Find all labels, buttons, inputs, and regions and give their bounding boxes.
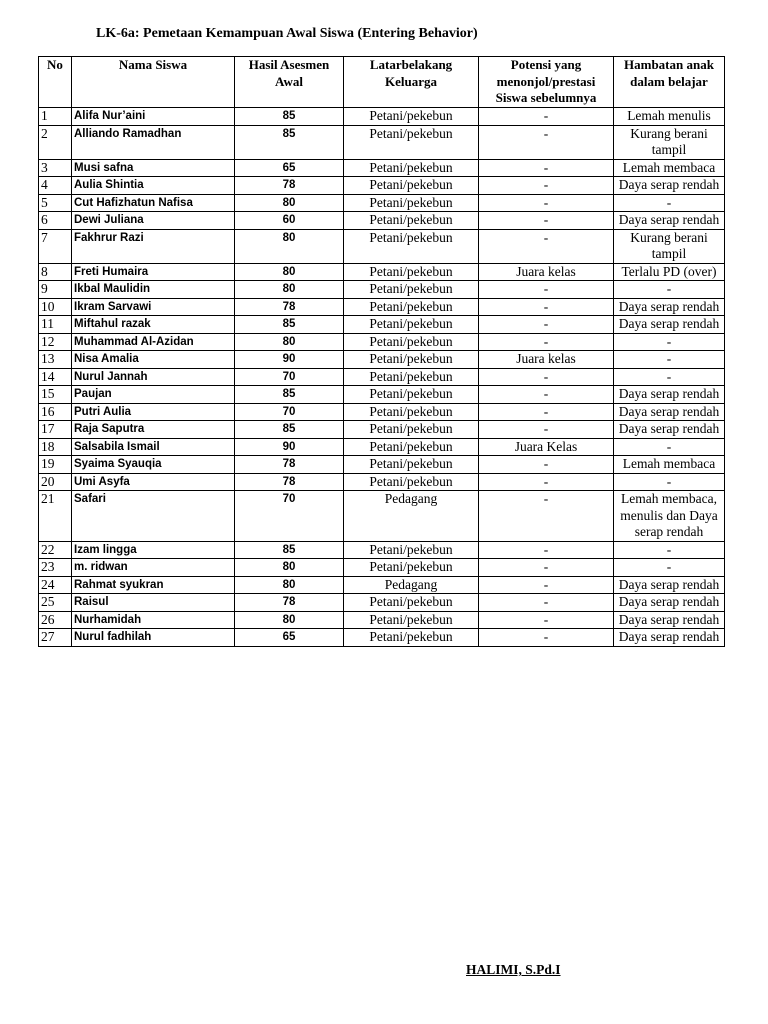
table-row: [39, 421, 725, 439]
cell-nama-siswa: Raja Saputra: [72, 421, 235, 439]
cell-latar-belakang: Petani/pekebun: [344, 438, 479, 456]
table-row: [39, 125, 725, 159]
cell-no: 5: [39, 194, 72, 212]
cell-no: 18: [39, 438, 72, 456]
cell-latar-belakang: Petani/pekebun: [344, 594, 479, 612]
cell-nama-siswa: Rahmat syukran: [72, 576, 235, 594]
cell-latar-belakang: Petani/pekebun: [344, 281, 479, 299]
cell-latar-belakang: Petani/pekebun: [344, 263, 479, 281]
cell-latar-belakang: Petani/pekebun: [344, 333, 479, 351]
cell-hambatan: Daya serap rendah: [614, 576, 725, 594]
cell-latar-belakang: Petani/pekebun: [344, 194, 479, 212]
header-latar-belakang: Latarbelakang Keluarga: [344, 57, 479, 108]
cell-nama-siswa: Nisa Amalia: [72, 351, 235, 369]
table-row: [39, 108, 725, 126]
cell-hambatan: Lemah membaca, menulis dan Daya serap rendah: [614, 491, 725, 542]
cell-no: 1: [39, 108, 72, 126]
cell-no: 24: [39, 576, 72, 594]
cell-potensi: -: [479, 576, 614, 594]
cell-potensi: -: [479, 125, 614, 159]
cell-potensi: Juara Kelas: [479, 438, 614, 456]
cell-nama-siswa: m. ridwan: [72, 559, 235, 577]
cell-hasil-asesmen: 80: [235, 576, 344, 594]
cell-potensi: -: [479, 559, 614, 577]
cell-potensi: -: [479, 473, 614, 491]
cell-nama-siswa: Cut Hafizhatun Nafisa: [72, 194, 235, 212]
cell-nama-siswa: Putri Aulia: [72, 403, 235, 421]
cell-latar-belakang: Petani/pekebun: [344, 368, 479, 386]
header-hasil-asesmen: Hasil Asesmen Awal: [235, 57, 344, 108]
cell-no: 9: [39, 281, 72, 299]
table-row: [39, 281, 725, 299]
header-potensi: Potensi yang menonjol/prestasi Siswa sebelumnya: [479, 57, 614, 108]
cell-hasil-asesmen: 65: [235, 159, 344, 177]
cell-hambatan: Daya serap rendah: [614, 316, 725, 334]
cell-hambatan: Lemah membaca: [614, 456, 725, 474]
cell-hambatan: Daya serap rendah: [614, 212, 725, 230]
table-row: [39, 368, 725, 386]
cell-latar-belakang: Petani/pekebun: [344, 473, 479, 491]
table-row: [39, 159, 725, 177]
cell-nama-siswa: Freti Humaira: [72, 263, 235, 281]
table-row: [39, 298, 725, 316]
cell-nama-siswa: Miftahul razak: [72, 316, 235, 334]
cell-nama-siswa: Paujan: [72, 386, 235, 404]
cell-hambatan: -: [614, 541, 725, 559]
cell-nama-siswa: Salsabila Ismail: [72, 438, 235, 456]
table-row: [39, 316, 725, 334]
cell-latar-belakang: Petani/pekebun: [344, 177, 479, 195]
cell-potensi: -: [479, 159, 614, 177]
cell-nama-siswa: Ikbal Maulidin: [72, 281, 235, 299]
cell-nama-siswa: Ikram Sarvawi: [72, 298, 235, 316]
cell-hambatan: Daya serap rendah: [614, 611, 725, 629]
cell-no: 12: [39, 333, 72, 351]
cell-potensi: -: [479, 333, 614, 351]
cell-potensi: Juara kelas: [479, 351, 614, 369]
cell-no: 23: [39, 559, 72, 577]
cell-nama-siswa: Musi safna: [72, 159, 235, 177]
cell-hasil-asesmen: 85: [235, 421, 344, 439]
cell-no: 2: [39, 125, 72, 159]
cell-hambatan: -: [614, 473, 725, 491]
header-nama-siswa: Nama Siswa: [72, 57, 235, 108]
cell-hasil-asesmen: 65: [235, 629, 344, 647]
cell-latar-belakang: Petani/pekebun: [344, 403, 479, 421]
cell-hasil-asesmen: 80: [235, 281, 344, 299]
table-row: [39, 386, 725, 404]
cell-potensi: Juara kelas: [479, 263, 614, 281]
cell-nama-siswa: Dewi Juliana: [72, 212, 235, 230]
cell-potensi: -: [479, 594, 614, 612]
cell-no: 11: [39, 316, 72, 334]
cell-no: 13: [39, 351, 72, 369]
cell-hasil-asesmen: 78: [235, 456, 344, 474]
cell-no: 27: [39, 629, 72, 647]
cell-latar-belakang: Petani/pekebun: [344, 629, 479, 647]
cell-hasil-asesmen: 80: [235, 611, 344, 629]
cell-latar-belakang: Petani/pekebun: [344, 351, 479, 369]
table-row: [39, 212, 725, 230]
cell-potensi: -: [479, 611, 614, 629]
cell-hasil-asesmen: 78: [235, 177, 344, 195]
cell-nama-siswa: Aulia Shintia: [72, 177, 235, 195]
signature-name: HALIMI, S.Pd.I: [466, 962, 561, 977]
cell-latar-belakang: Petani/pekebun: [344, 456, 479, 474]
cell-no: 26: [39, 611, 72, 629]
cell-latar-belakang: Petani/pekebun: [344, 421, 479, 439]
cell-hasil-asesmen: 85: [235, 541, 344, 559]
cell-nama-siswa: Raisul: [72, 594, 235, 612]
table-row: [39, 473, 725, 491]
header-no: No: [39, 57, 72, 108]
cell-nama-siswa: Nurul Jannah: [72, 368, 235, 386]
cell-hambatan: Daya serap rendah: [614, 594, 725, 612]
cell-hasil-asesmen: 90: [235, 438, 344, 456]
cell-nama-siswa: Alliando Ramadhan: [72, 125, 235, 159]
table-row: [39, 403, 725, 421]
cell-no: 10: [39, 298, 72, 316]
cell-no: 20: [39, 473, 72, 491]
cell-latar-belakang: Petani/pekebun: [344, 611, 479, 629]
cell-hambatan: -: [614, 333, 725, 351]
cell-hasil-asesmen: 85: [235, 316, 344, 334]
cell-no: 14: [39, 368, 72, 386]
cell-potensi: -: [479, 316, 614, 334]
table-row: [39, 594, 725, 612]
cell-hasil-asesmen: 85: [235, 125, 344, 159]
table-row: [39, 541, 725, 559]
cell-no: 3: [39, 159, 72, 177]
cell-hasil-asesmen: 85: [235, 386, 344, 404]
table-row: [39, 229, 725, 263]
table-row: [39, 491, 725, 542]
table-row: [39, 559, 725, 577]
student-mapping-table: [38, 56, 725, 647]
cell-hasil-asesmen: 80: [235, 229, 344, 263]
cell-potensi: -: [479, 229, 614, 263]
cell-nama-siswa: Muhammad Al-Azidan: [72, 333, 235, 351]
table-row: [39, 351, 725, 369]
table-row: [39, 576, 725, 594]
cell-hambatan: Daya serap rendah: [614, 177, 725, 195]
cell-potensi: -: [479, 541, 614, 559]
cell-no: 7: [39, 229, 72, 263]
cell-hambatan: Daya serap rendah: [614, 403, 725, 421]
cell-hambatan: -: [614, 194, 725, 212]
cell-latar-belakang: Pedagang: [344, 576, 479, 594]
cell-hasil-asesmen: 80: [235, 263, 344, 281]
cell-no: 15: [39, 386, 72, 404]
table-row: [39, 611, 725, 629]
cell-latar-belakang: Petani/pekebun: [344, 229, 479, 263]
cell-nama-siswa: Umi Asyfa: [72, 473, 235, 491]
cell-hambatan: Kurang berani tampil: [614, 229, 725, 263]
cell-hambatan: -: [614, 281, 725, 299]
cell-latar-belakang: Petani/pekebun: [344, 159, 479, 177]
page-title: LK-6a: Pemetaan Kemampuan Awal Siswa (Entering Behavior): [96, 26, 478, 41]
cell-potensi: -: [479, 108, 614, 126]
cell-hambatan: -: [614, 438, 725, 456]
cell-hambatan: Terlalu PD (over): [614, 263, 725, 281]
cell-latar-belakang: Petani/pekebun: [344, 212, 479, 230]
cell-hasil-asesmen: 70: [235, 491, 344, 542]
cell-latar-belakang: Petani/pekebun: [344, 316, 479, 334]
table-row: [39, 333, 725, 351]
cell-potensi: -: [479, 212, 614, 230]
cell-nama-siswa: Syaima Syauqia: [72, 456, 235, 474]
cell-hasil-asesmen: 90: [235, 351, 344, 369]
cell-hasil-asesmen: 60: [235, 212, 344, 230]
cell-no: 19: [39, 456, 72, 474]
cell-hambatan: Daya serap rendah: [614, 298, 725, 316]
cell-potensi: -: [479, 368, 614, 386]
cell-nama-siswa: Safari: [72, 491, 235, 542]
cell-no: 8: [39, 263, 72, 281]
cell-potensi: -: [479, 421, 614, 439]
cell-potensi: -: [479, 298, 614, 316]
table-row: [39, 177, 725, 195]
table-body: [39, 108, 725, 647]
cell-hambatan: -: [614, 368, 725, 386]
cell-no: 6: [39, 212, 72, 230]
cell-latar-belakang: Pedagang: [344, 491, 479, 542]
cell-no: 16: [39, 403, 72, 421]
cell-hambatan: Daya serap rendah: [614, 629, 725, 647]
cell-potensi: -: [479, 281, 614, 299]
table-row: [39, 456, 725, 474]
cell-no: 25: [39, 594, 72, 612]
table-row: [39, 263, 725, 281]
cell-latar-belakang: Petani/pekebun: [344, 298, 479, 316]
cell-hasil-asesmen: 78: [235, 594, 344, 612]
header-hambatan: Hambatan anak dalam belajar: [614, 57, 725, 108]
cell-hambatan: -: [614, 351, 725, 369]
cell-latar-belakang: Petani/pekebun: [344, 559, 479, 577]
cell-hasil-asesmen: 78: [235, 298, 344, 316]
cell-hasil-asesmen: 85: [235, 108, 344, 126]
cell-potensi: -: [479, 194, 614, 212]
cell-potensi: -: [479, 629, 614, 647]
cell-hambatan: Lemah menulis: [614, 108, 725, 126]
cell-potensi: -: [479, 403, 614, 421]
cell-hambatan: -: [614, 559, 725, 577]
table-row: [39, 438, 725, 456]
cell-no: 17: [39, 421, 72, 439]
cell-potensi: -: [479, 491, 614, 542]
cell-hambatan: Daya serap rendah: [614, 386, 725, 404]
cell-latar-belakang: Petani/pekebun: [344, 108, 479, 126]
cell-nama-siswa: Alifa Nur’aini: [72, 108, 235, 126]
cell-latar-belakang: Petani/pekebun: [344, 541, 479, 559]
cell-hambatan: Kurang berani tampil: [614, 125, 725, 159]
cell-latar-belakang: Petani/pekebun: [344, 386, 479, 404]
cell-hasil-asesmen: 78: [235, 473, 344, 491]
cell-hambatan: Daya serap rendah: [614, 421, 725, 439]
cell-nama-siswa: Izam lingga: [72, 541, 235, 559]
cell-no: 4: [39, 177, 72, 195]
table-row: [39, 629, 725, 647]
cell-hasil-asesmen: 80: [235, 194, 344, 212]
cell-no: 22: [39, 541, 72, 559]
cell-hasil-asesmen: 70: [235, 368, 344, 386]
cell-no: 21: [39, 491, 72, 542]
table-row: [39, 194, 725, 212]
cell-potensi: -: [479, 456, 614, 474]
cell-nama-siswa: Nurul fadhilah: [72, 629, 235, 647]
cell-potensi: -: [479, 177, 614, 195]
cell-hasil-asesmen: 70: [235, 403, 344, 421]
cell-hasil-asesmen: 80: [235, 333, 344, 351]
cell-nama-siswa: Fakhrur Razi: [72, 229, 235, 263]
cell-latar-belakang: Petani/pekebun: [344, 125, 479, 159]
cell-nama-siswa: Nurhamidah: [72, 611, 235, 629]
cell-hasil-asesmen: 80: [235, 559, 344, 577]
cell-hambatan: Lemah membaca: [614, 159, 725, 177]
cell-potensi: -: [479, 386, 614, 404]
table-header-row: [39, 57, 725, 108]
